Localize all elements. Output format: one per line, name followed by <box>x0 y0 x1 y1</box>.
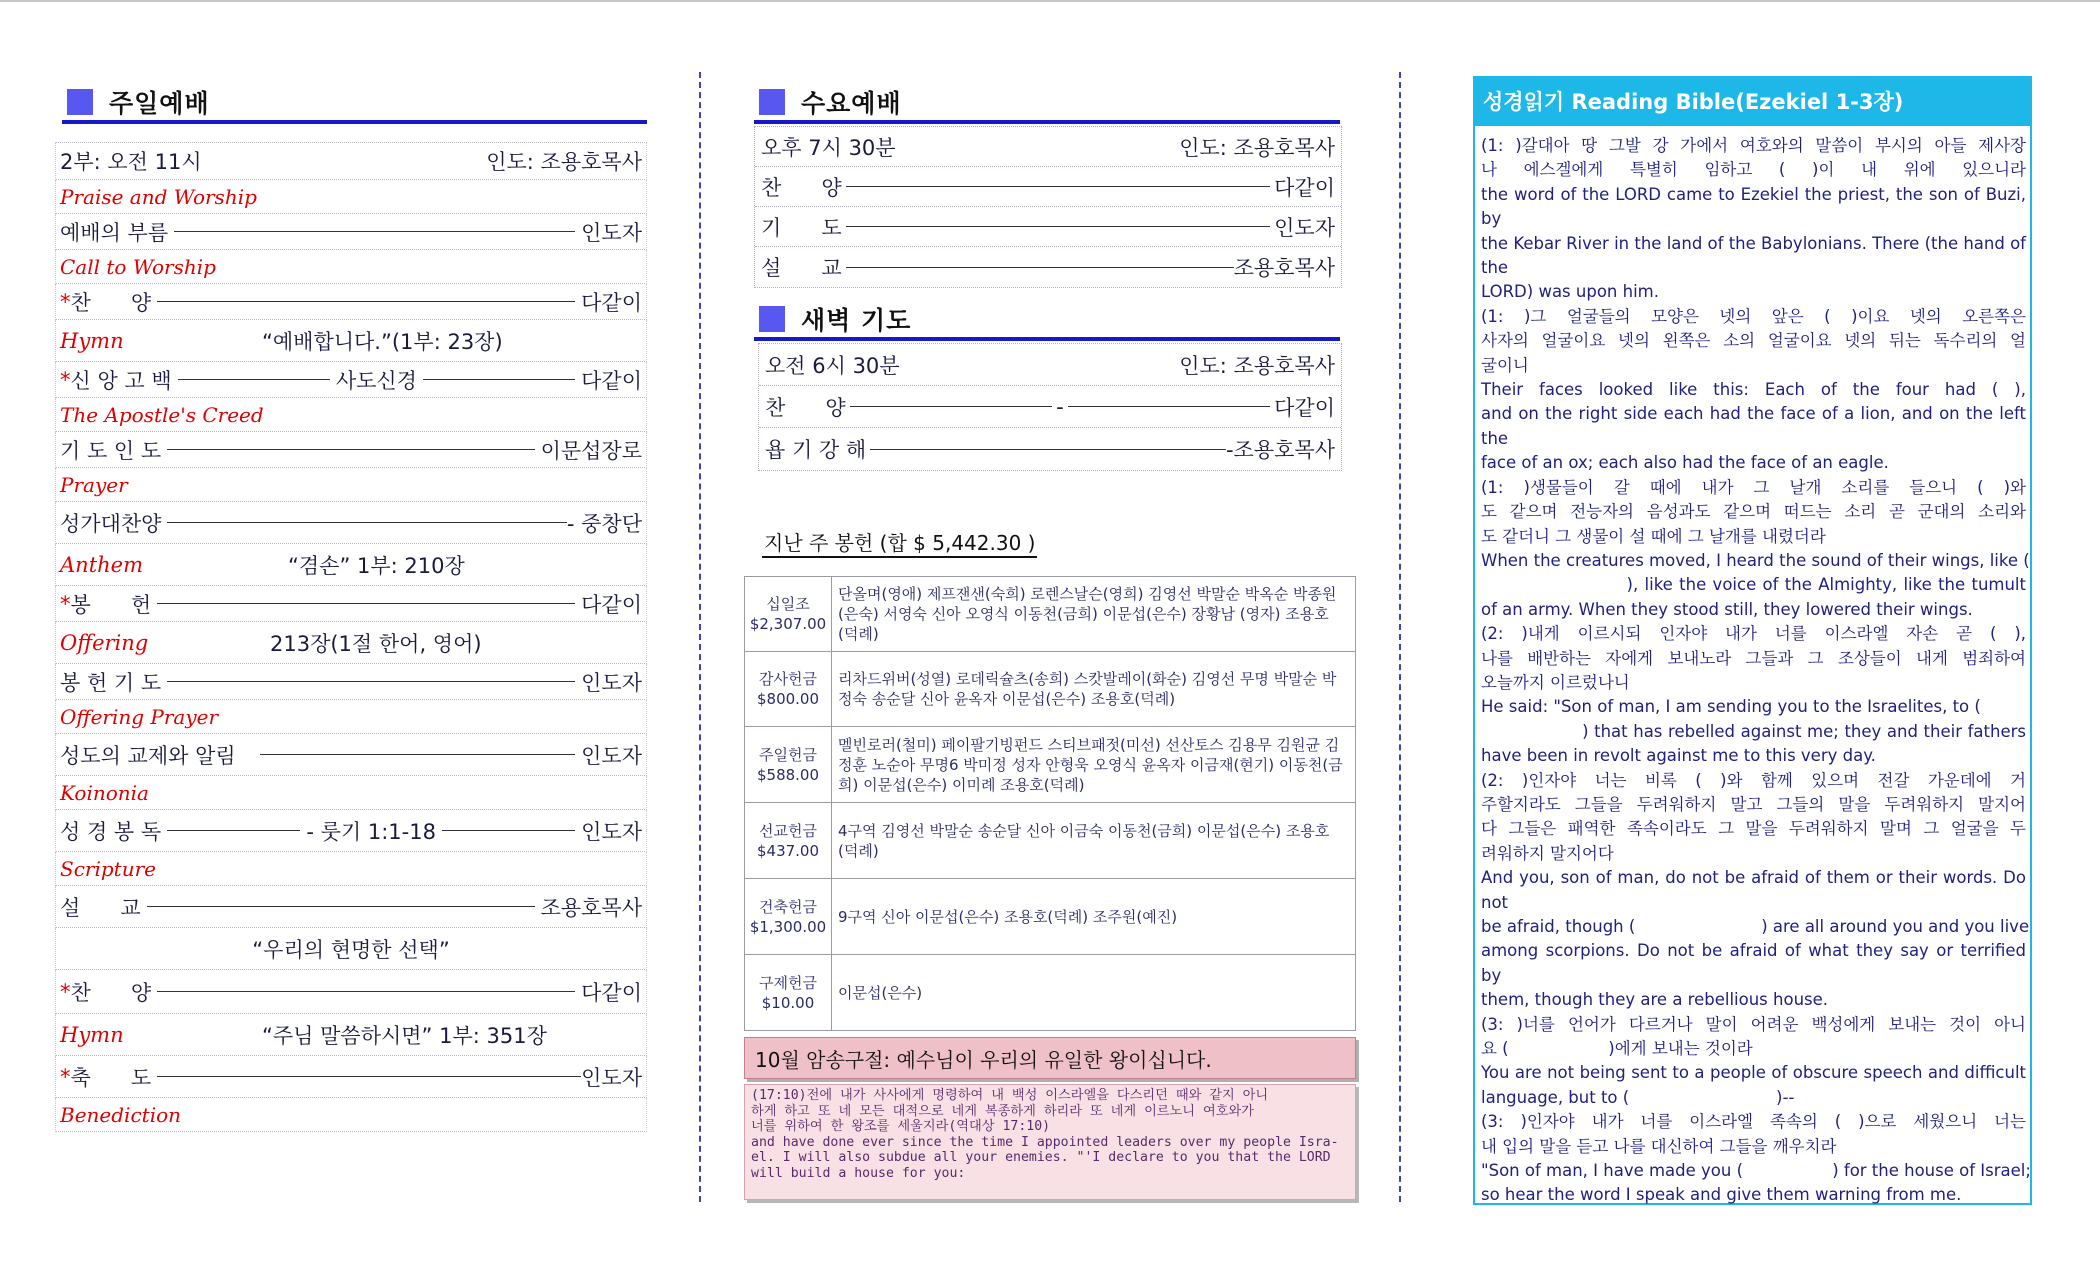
offering-row: * 봉 헌 다같이 <box>55 586 647 622</box>
column-divider <box>1399 72 1401 1202</box>
offering-detail-row: Offering 213장(1절 한어, 영어) <box>55 622 647 664</box>
offering-category: 주일헌금 $588.00 <box>745 727 832 803</box>
scripture-row: 성 경 봉 독 - 룻기 1:1-18 인도자 <box>55 810 647 852</box>
dawn-heading: 새벽 기도 <box>759 299 911 339</box>
offering-category: 구제헌금 $10.00 <box>745 955 832 1031</box>
koinonia-row: 성도의 교제와 알림 인도자 <box>55 734 647 776</box>
offering-table <box>744 576 1356 1031</box>
offering-prayer-row: 봉 헌 기 도 인도자 <box>55 664 647 700</box>
anthem-detail-row: Anthem “겸손” 1부: 210장 <box>55 544 647 586</box>
offering-category: 감사헌금 $800.00 <box>745 652 832 727</box>
offering-names: 4구역 김영선 박말순 송순달 신아 이금숙 이동천(금희) 이문섭(은수) 조용호(덕례) <box>832 803 1356 879</box>
offering-title: 지난 주 봉헌 (합 $ 5,442.30 ) <box>762 527 1037 558</box>
call-label: Call to Worship <box>55 250 647 284</box>
hymn-row: * 찬 양 다같이 <box>55 284 647 320</box>
praise-row: 찬 양 다같이 <box>755 167 1341 207</box>
bible-reading-heading: 성경읽기 Reading Bible(Ezekiel 1-3장) <box>1473 76 2032 126</box>
praise-label: Praise and Worship <box>55 180 647 214</box>
anthem-row: 성가대찬양 - 중창단 <box>55 502 647 544</box>
dawn-order <box>758 343 1342 471</box>
benediction-row: * 축 도 인도자 <box>55 1056 647 1098</box>
offering-prayer-label: Offering Prayer <box>55 700 647 734</box>
service-time-row: 2부: 오전 11시 인도: 조용호목사 <box>55 142 647 180</box>
service-time-row: 오전 6시 30분 인도: 조용호목사 <box>759 344 1341 386</box>
offering-names: 리차드위버(성열) 로데릭슐츠(송희) 스캇발레이(화순) 김영선 무명 박말순 박정숙 송순달 신아 윤옥자 이문섭(은수) 조용호(덕례) <box>832 652 1356 727</box>
prayer-label: Prayer <box>55 468 647 502</box>
top-rule <box>0 0 2100 2</box>
offering-category: 건축헌금 $1,300.00 <box>745 879 832 955</box>
sermon-row: 설 교 조용호목사 <box>55 886 647 928</box>
creed-label: The Apostle's Creed <box>55 398 647 432</box>
sunday-order <box>55 142 647 1132</box>
square-icon <box>67 89 93 115</box>
column-divider <box>699 72 701 1202</box>
offering-category: 십일조 $2,307.00 <box>745 577 832 652</box>
offering-category: 선교헌금 $437.00 <box>745 803 832 879</box>
call-row: 예배의 부름 인도자 <box>55 214 647 250</box>
table-row <box>745 879 1356 955</box>
table-row <box>745 727 1356 803</box>
memory-verse-text: (17:10)전에 내가 사사에게 명령하여 내 백성 이스라엘을 다스리던 때와 같지 아니 하게 하고 또 네 모든 대적으로 네게 복종하게 하리라 또 네게 이르노니 여호와가 너를 위하여 한 왕조를 세울지라(역대상 17:10) and have done ever since the time I appointed leaders over my people Isra- el. I will also subdue all your enemies. "'I declare to you that the LORD will build a house for you: <box>744 1084 1356 1200</box>
heading-underline <box>754 337 1340 341</box>
koinonia-label: Koinonia <box>55 776 647 810</box>
table-row <box>745 803 1356 879</box>
memory-verse-title: 10월 암송구절: 예수님이 우리의 유일한 왕이십니다. <box>744 1037 1356 1079</box>
table-row <box>745 652 1356 727</box>
wednesday-order <box>754 126 1342 288</box>
hymn-detail-row: Hymn “예배합니다.”(1부: 23장) <box>55 320 647 362</box>
offering-names: 단올며(영애) 제프잰샌(숙희) 로렌스날슨(영희) 김영선 박말순 박옥순 박종원(은숙) 서영숙 신아 오영식 이동천(금희) 이문섭(은수) 장황남 (영자) 조용호(덕례) <box>832 577 1356 652</box>
offering-names: 멜빈로러(철미) 페이팔기빙펀드 스티브패젓(미선) 선산토스 김용무 김원균 김정훈 노순아 무명6 박미정 성자 안형욱 오영식 윤옥자 이금재(현기) 이동천(금희) 이문섭(은수) 이미례 조용호(덕례) <box>832 727 1356 803</box>
bible-reading-text: (1: )갈대아 땅 그발 강 가에서 여호와의 말씀이 부시의 아들 제사장 나 에스겔에게 특별히 임하고 ( )이 내 위에 있으니라 the word of the LORD came to Ezekiel the priest, the son of Buzi, by the Kebar River in the land of the Babylonians. There (the hand of the LORD) was upon him. (1: )그 얼굴들의 모양은 넷의 앞은 ( )이요 넷의 오른쪽은 사자의 얼굴이요 넷의 왼쪽은 소의 얼굴이요 넷의 뒤는 독수리의 얼 굴이니 Their faces looked like this: Each of the four had ( ), and on the right side each had the face of a lion, and on the left the face of an ox; each also had the face of an eagle. (1: )생물들이 갈 때에 내가 그 날개 소리를 들으니 ( )와 도 같으며 전능자의 음성과도 같으며 떠드는 소리 곧 군대의 소리와 도 같더니 그 생물이 설 때에 그 날개를 내렸더라 When the creatures moved, I heard the sound of their wings, like ( ), like the voice of the Almighty, like the tumult of an army. When they stood still, they lowered their wings. (2: )내게 이르시되 인자야 내가 너를 이스라엘 자손 곧 ( ), 나를 배반하는 자에게 보내노라 그들과 그 조상들이 내게 범죄하여 오늘까지 이르렀나니 He said: "Son of man, I am sending you to the Israelites, to ( ) that has rebelled against me; they and their fathers have been in revolt against me to this very day. (2: )인자야 너는 비록 ( )와 함께 있으며 전갈 가운데에 거 주할지라도 그들을 두려워하지 말고 그들의 말을 두려워하지 말지어 다 그들은 패역한 족속이라도 그 말을 두려워하지 말며 그 얼굴을 두 려워하지 말지어다 And you, son of man, do not be afraid of them or their words. Do not be afraid, though ( ) are all around you and you live among scorpions. Do not be afraid of what they say or terrified by them, though they are a rebellious house. (3: )너를 언어가 다르거나 말이 어려운 백성에게 보내는 것이 아니 요 ( )에게 보내는 것이라 You are not being sent to a people of obscure speech and difficult language, but to ( )-- (3: )인자야 내가 너를 이스라엘 족속의 ( )으로 세웠으니 너는 내 입의 말을 듣고 나를 대신하여 그들을 깨우치라 "Son of man, I have made you ( ) for the house of Israel; so hear the word I speak and give them warning from me. <box>1481 136 2031 1205</box>
square-icon <box>759 89 785 115</box>
praise-row: 찬 양 - 다같이 <box>759 386 1341 428</box>
service-time-row: 오후 7시 30분 인도: 조용호목사 <box>755 127 1341 167</box>
heading-underline <box>754 120 1340 124</box>
table-row <box>745 955 1356 1031</box>
scripture-label: Scripture <box>55 852 647 886</box>
sermon-row: 욥 기 강 해 -조용호목사 <box>765 438 1335 462</box>
table-row <box>745 577 1356 652</box>
hymn2-row: * 찬 양 다같이 <box>55 970 647 1014</box>
square-icon <box>759 306 785 332</box>
prayer-row: 기 도 인 도 이문섭장로 <box>55 432 647 468</box>
hymn2-detail-row: Hymn “주님 말씀하시면” 1부: 351장 <box>55 1014 647 1056</box>
wednesday-heading: 수요예배 <box>759 82 902 122</box>
creed-row: * 신 앙 고 백 사도신경 다같이 <box>55 362 647 398</box>
heading-underline <box>62 120 647 124</box>
prayer-row: 기 도 인도자 <box>755 207 1341 247</box>
offering-names: 이문섭(은수) <box>832 955 1356 1031</box>
benediction-label: Benediction <box>55 1098 647 1132</box>
offering-names: 9구역 신아 이문섭(은수) 조용호(덕례) 조주원(예진) <box>832 879 1356 955</box>
sunday-heading: 주일예배 <box>67 82 210 122</box>
sermon-row: 설 교 조용호목사 <box>761 256 1335 280</box>
sermon-title: “우리의 현명한 선택” <box>55 928 647 970</box>
